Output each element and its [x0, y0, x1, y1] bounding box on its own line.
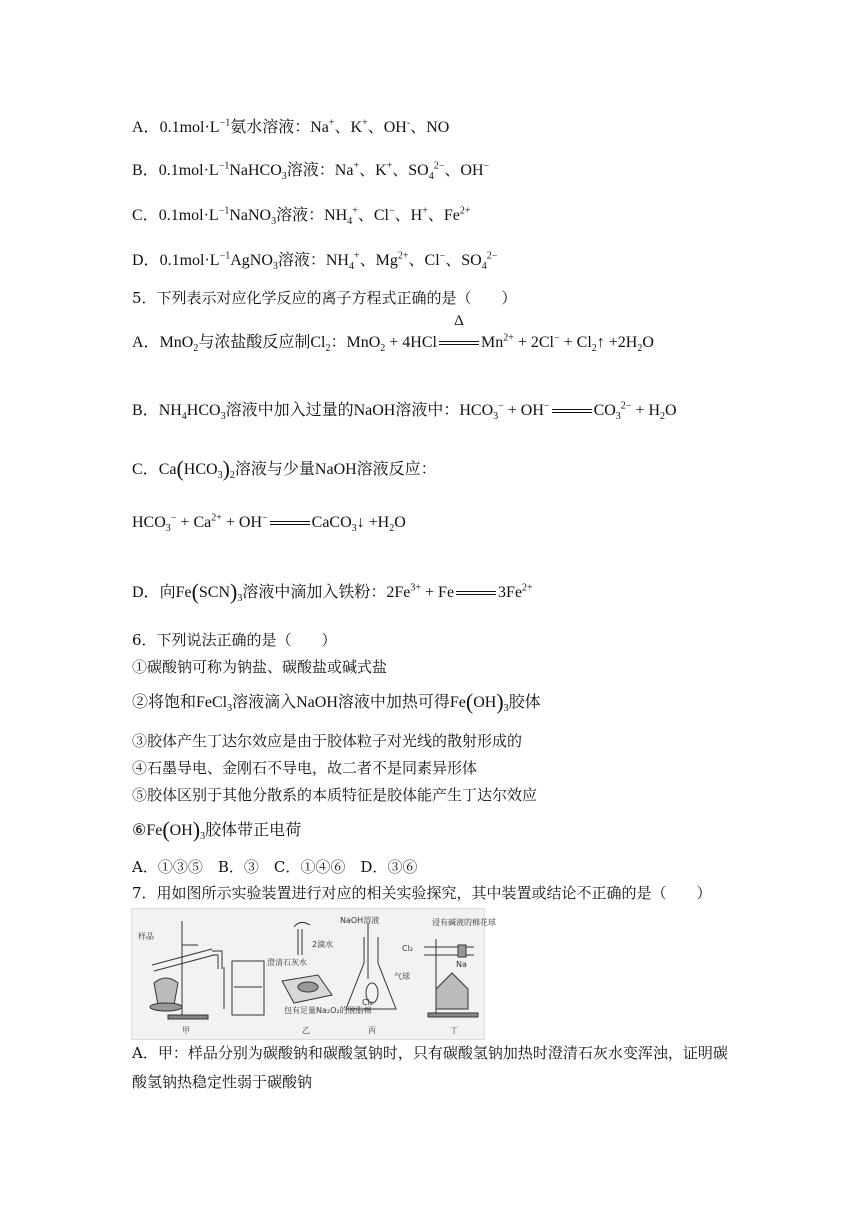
label-naoh: NaOH溶液 — [340, 916, 380, 925]
q5-stem: 5．下列表示对应化学反应的离子方程式正确的是（ ） — [132, 289, 517, 307]
label-jia: 甲 — [182, 1026, 190, 1035]
label-limewater: 澄清石灰水 — [267, 958, 307, 967]
q5-option-b: B．$NH_4HCO_3$溶液中加入过量的NaOH溶液中：$HCO_3^- + OH^-$ $CO_3^{2-} + H_2O$ — [132, 400, 677, 423]
q6-item-2: ②将饱和FeCl$_3$溶液滴入NaOH溶液中加热可得$Fe(OH)_3$胶体 — [132, 689, 541, 715]
q7-stem: 7．用如图所示实验装置进行对应的相关实验探究，其中装置或结论不正确的是（ ） — [132, 884, 712, 902]
label-ding: 丁 — [450, 1026, 458, 1035]
q4-option-c: C．$0.1mol\cdot L^{-1}NaNO_3$溶液：$NH_4^+$、Cl−、H+、$Fe^{2+}$ — [132, 205, 471, 228]
q4-option-a: A．$0.1mol\cdot L^{-1}$氨水溶液：Na+、K+、OH-、NO — [132, 117, 450, 136]
label-na: Na — [456, 960, 467, 969]
label-cl2-tube: Cl₂ — [402, 944, 414, 953]
label-bing: 丙 — [368, 1026, 376, 1035]
q5-option-a: A．MnO$_2$与浓盐酸反应制$Cl_2$：MnO$_2$ + 4HCl Δ $Mn^{2+} + 2Cl^-$ + $Cl_2↑ +2H_2O$ — [132, 313, 654, 355]
label-balloon: 气球 — [394, 972, 410, 981]
label-yi: 乙 — [302, 1026, 310, 1035]
apparatus-ding — [424, 939, 478, 1017]
q6-item-3: ③胶体产生丁达尔效应是由于胶体粒子对光线的散射形成的 — [132, 732, 523, 750]
label-drops: 2滴水 — [312, 940, 334, 949]
label-soaked-cotton: 浸有碱液的棉花球 — [432, 918, 496, 927]
q5-option-c: C．$Ca(HCO_3)_2$溶液与少量NaOH溶液反应： — [132, 456, 437, 482]
equals-sign — [268, 513, 312, 533]
label-sample: 样品 — [138, 932, 154, 941]
apparatus-drawing — [132, 909, 496, 1039]
q4-option-d: D．$0.1mol\cdot L^{-1}AgNO_3$溶液：$NH_4^+$、$Mg^{2+}$、Cl−、$SO_4^{2-}$ — [132, 250, 498, 273]
q6-item-5: ⑤胶体区别于其他分散系的本质特征是胶体能产生丁达尔效应 — [132, 786, 538, 804]
q6-item-1: ①碳酸钠可称为钠盐、碳酸盐或碱式盐 — [132, 658, 388, 676]
q6-item-4: ④石墨导电、金刚石不导电，故二者不是同素异形体 — [132, 759, 478, 777]
heating-equals-sign: Δ — [437, 333, 481, 353]
q7-option-a-line1: A．甲：样品分别为碳酸钠和碳酸氢钠时，只有碳酸氢钠加热时澄清石灰水变浑浊，证明碳 — [132, 1044, 728, 1062]
q4-option-b: B．$0.1mol\cdot L^{-1}NaHCO_3$溶液：Na+、K+、$SO_4^{2-}$、OH− — [132, 160, 490, 183]
q6-item-6: $⑥Fe(OH)_3$胶体带正电荷 — [132, 817, 302, 843]
equals-sign — [550, 401, 594, 421]
apparatus-bing — [346, 923, 396, 1009]
label-cotton: 包有足量Na₂O₂的脱脂棉 — [284, 1006, 372, 1015]
q5-option-d: D．向$Fe(SCN)_3$溶液中滴加入铁粉：$2Fe^{3+} + Fe$ $3Fe^{2+}$ — [132, 579, 533, 605]
q5-option-c-equation: $HCO_3^- + Ca^{2+} + OH^-$ CaCO$_3$↓ $+H_2O$ — [132, 512, 406, 535]
equals-sign — [454, 583, 498, 603]
q6-options: A．①③⑤ B．③ C．①④⑥ D．③⑥ — [132, 858, 418, 876]
q6-stem: 6．下列说法正确的是（ ） — [132, 631, 337, 649]
apparatus-jia — [150, 921, 264, 1019]
apparatus-figure — [131, 908, 496, 1040]
label-cl2-flask: Cl₂ — [362, 998, 374, 1007]
q7-option-a-line2: 酸氢钠热稳定性弱于碳酸钠 — [132, 1073, 313, 1091]
